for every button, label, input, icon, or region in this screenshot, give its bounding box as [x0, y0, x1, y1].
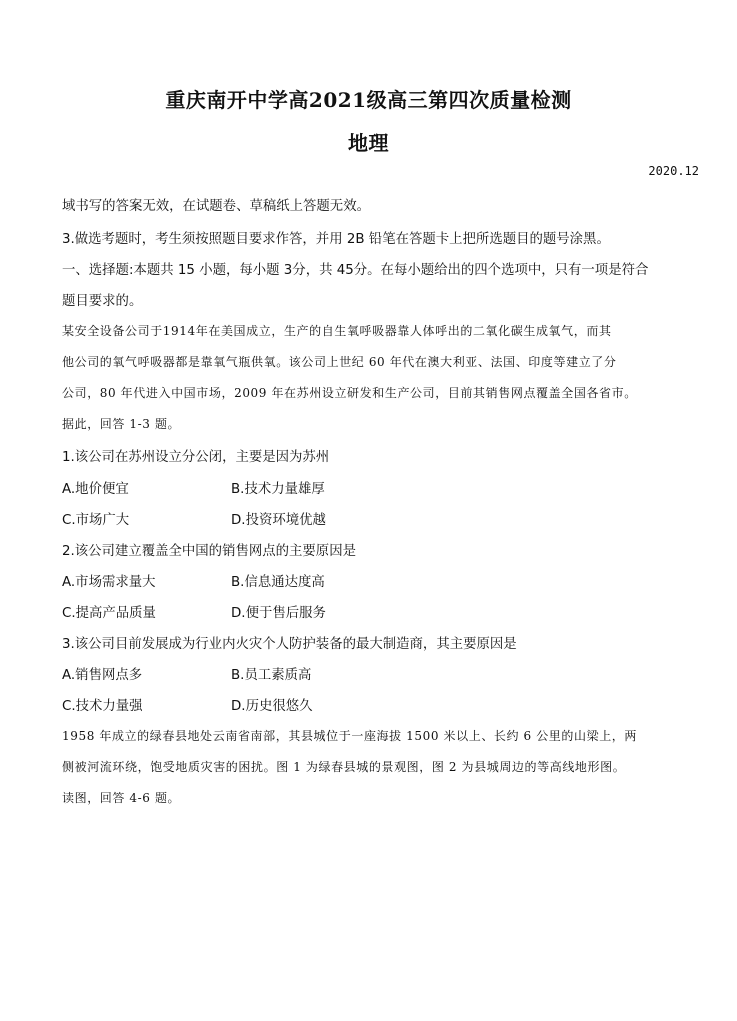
question-1-stem: 1.该公司在苏州设立分公闭，主要是因为苏州 — [62, 450, 330, 465]
section-heading-line-1: 一、选择题:本题共 15 小题，每小题 3分，共 45分。在每小题给出的四个选项中，只有一项是符合 — [62, 263, 649, 278]
exam-title: 重庆南开中学高2021级高三第四次质量检测 — [165, 88, 572, 112]
instruction-line-2: 3.做选考题时，考生须按照题目要求作答，并用 2B 铅笔在答题卡上把所选题目的题号涂黑。 — [62, 232, 610, 247]
passage1-line: 据此，回答 1-3 题。 — [62, 417, 181, 431]
passage2-line: 读图，回答 4-6 题。 — [62, 791, 181, 805]
question-1-option-a: A.地价便宜 — [62, 482, 129, 497]
question-1-option-c: C.市场广大 — [62, 513, 130, 528]
question-2-option-d: D.便于售后服务 — [231, 606, 326, 621]
passage2-line: 侧被河流环绕，饱受地质灾害的困扰。图 1 为绿春县城的景观图，图 2 为县城周边的等高线地形图。 — [62, 760, 626, 774]
section-heading-line-2: 题目要求的。 — [62, 294, 143, 309]
question-2-option-c: C.提高产品质量 — [62, 606, 156, 621]
question-1-option-d: D.投资环境优越 — [231, 513, 326, 528]
question-2-stem: 2.该公司建立覆盖全中国的销售网点的主要原因是 — [62, 544, 356, 559]
question-3-option-b: B.员工素质高 — [231, 668, 312, 683]
question-3-option-c: C.技术力量强 — [62, 699, 143, 714]
subject-title: 地理 — [348, 131, 389, 155]
question-2-option-a: A.市场需求量大 — [62, 575, 156, 590]
question-1-option-b: B.技术力量雄厚 — [231, 482, 325, 497]
question-3-stem: 3.该公司目前发展成为行业内火灾个人防护装备的最大制造商，其主要原因是 — [62, 637, 517, 652]
instruction-line-1: 域书写的答案无效，在试题卷、草稿纸上答题无效。 — [62, 199, 370, 214]
question-3-option-a: A.销售网点多 — [62, 668, 143, 683]
passage1-line: 公司，80 年代进入中国市场，2009 年在苏州设立研发和生产公司，目前其销售网点覆盖全国各省市。 — [62, 386, 637, 400]
question-3-option-d: D.历史很悠久 — [231, 699, 313, 714]
passage1-line: 某安全设备公司于1914年在美国成立，生产的自生氧呼吸器靠人体呼出的二氧化碳生成氧气，而其 — [62, 324, 612, 338]
question-2-option-b: B.信息通达度高 — [231, 575, 325, 590]
passage2-line: 1958 年成立的绿春县地处云南省南部，其县城位于一座海拔 1500 米以上、长约 6 公里的山梁上，两 — [62, 729, 637, 743]
exam-date: 2020.12 — [648, 164, 699, 178]
passage1-line: 他公司的氧气呼吸器都是靠氧气瓶供氧。该公司上世纪 60 年代在澳大利亚、法国、印度等建立了分 — [62, 355, 617, 369]
